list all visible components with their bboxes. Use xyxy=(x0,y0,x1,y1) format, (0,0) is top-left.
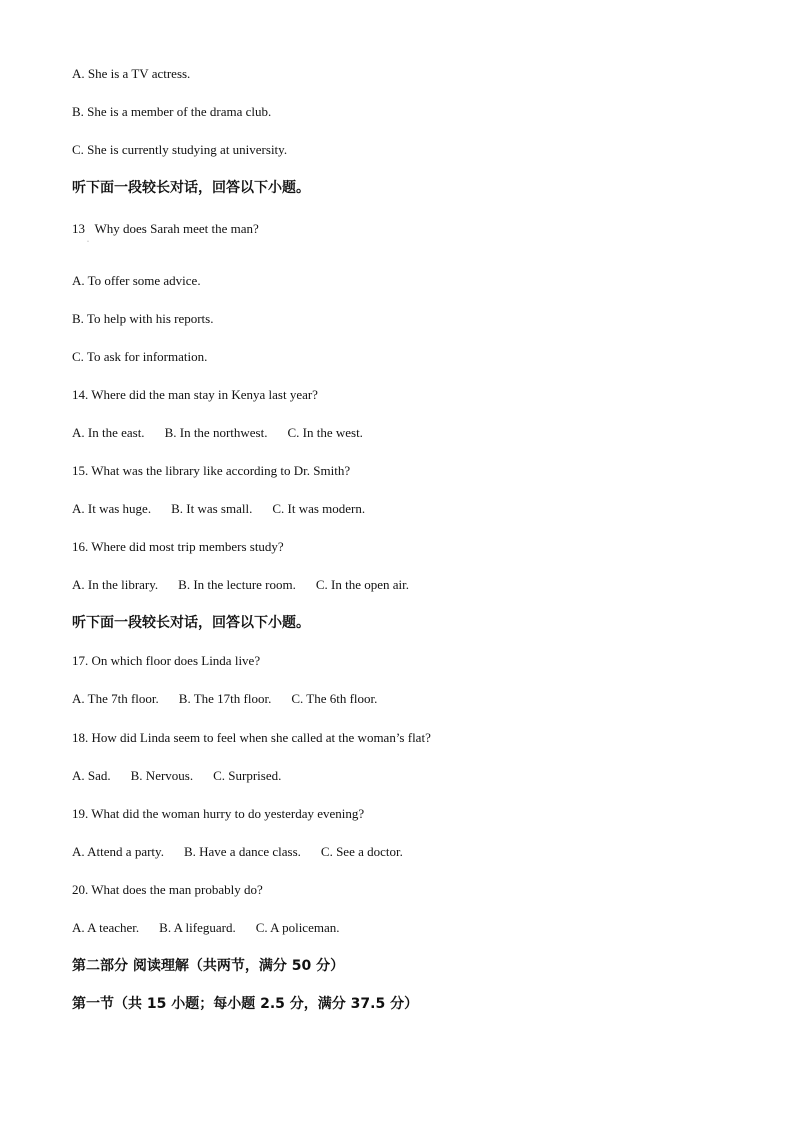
stray-dot: · xyxy=(87,239,89,245)
section-heading: 听下面一段较长对话，回答以下小题。 xyxy=(72,615,310,631)
text-line: A. She is a TV actress. xyxy=(72,66,191,81)
answer-option: B. Nervous. xyxy=(130,768,194,783)
answer-option: B. It was small. xyxy=(171,501,253,516)
section-heading: 第二部分 阅读理解（共两节，满分 50 分） xyxy=(72,958,345,974)
text-line: B. To help with his reports. xyxy=(72,311,214,326)
answer-option: C. A policeman. xyxy=(255,920,340,935)
answer-options xyxy=(72,577,409,593)
answer-option: B. The 17th floor. xyxy=(178,691,272,706)
answer-option: B. In the northwest. xyxy=(164,425,268,440)
answer-option: C. Surprised. xyxy=(213,768,282,783)
answer-options xyxy=(72,844,403,860)
answer-option: C. In the west. xyxy=(287,425,363,440)
answer-option: B. A lifeguard. xyxy=(159,920,236,935)
answer-option: A. In the east. xyxy=(72,425,145,440)
text-line: 16. Where did most trip members study? xyxy=(72,539,284,554)
answer-option: C. See a doctor. xyxy=(320,844,403,859)
answer-option: A. It was huge. xyxy=(72,501,152,516)
answer-options xyxy=(72,501,365,517)
answer-option: C. The 6th floor. xyxy=(291,691,378,706)
text-line: C. She is currently studying at university. xyxy=(72,142,288,157)
answer-options xyxy=(72,691,377,707)
answer-option: C. It was modern. xyxy=(272,501,366,516)
section-heading: 听下面一段较长对话，回答以下小题。 xyxy=(72,180,310,196)
text-line: 13 Why does Sarah meet the man? xyxy=(72,221,259,236)
text-line: 19. What did the woman hurry to do yesterday evening? xyxy=(72,806,365,821)
answer-option: A. The 7th floor. xyxy=(72,691,159,706)
answer-option: B. In the lecture room. xyxy=(178,577,296,592)
answer-options xyxy=(72,920,339,936)
text-line: C. To ask for information. xyxy=(72,349,208,364)
section-heading: 第一节（共 15 小题；每小题 2.5 分，满分 37.5 分） xyxy=(72,996,419,1012)
text-line: 20. What does the man probably do? xyxy=(72,882,263,897)
answer-options xyxy=(72,425,363,441)
text-line: 18. How did Linda seem to feel when she called at the woman’s flat? xyxy=(72,730,431,745)
text-line: 14. Where did the man stay in Kenya last year? xyxy=(72,387,318,402)
text-line: 17. On which floor does Linda live? xyxy=(72,653,261,668)
answer-option: C. In the open air. xyxy=(315,577,410,592)
text-line: 15. What was the library like according to Dr. Smith? xyxy=(72,463,351,478)
answer-option: A. In the library. xyxy=(72,577,159,592)
answer-option: B. Have a dance class. xyxy=(183,844,301,859)
answer-option: A. Sad. xyxy=(72,768,111,783)
answer-option: A. Attend a party. xyxy=(72,844,164,859)
text-line: B. She is a member of the drama club. xyxy=(72,104,272,119)
answer-option: A. A teacher. xyxy=(72,920,140,935)
text-line: A. To offer some advice. xyxy=(72,273,201,288)
answer-options xyxy=(72,768,281,784)
